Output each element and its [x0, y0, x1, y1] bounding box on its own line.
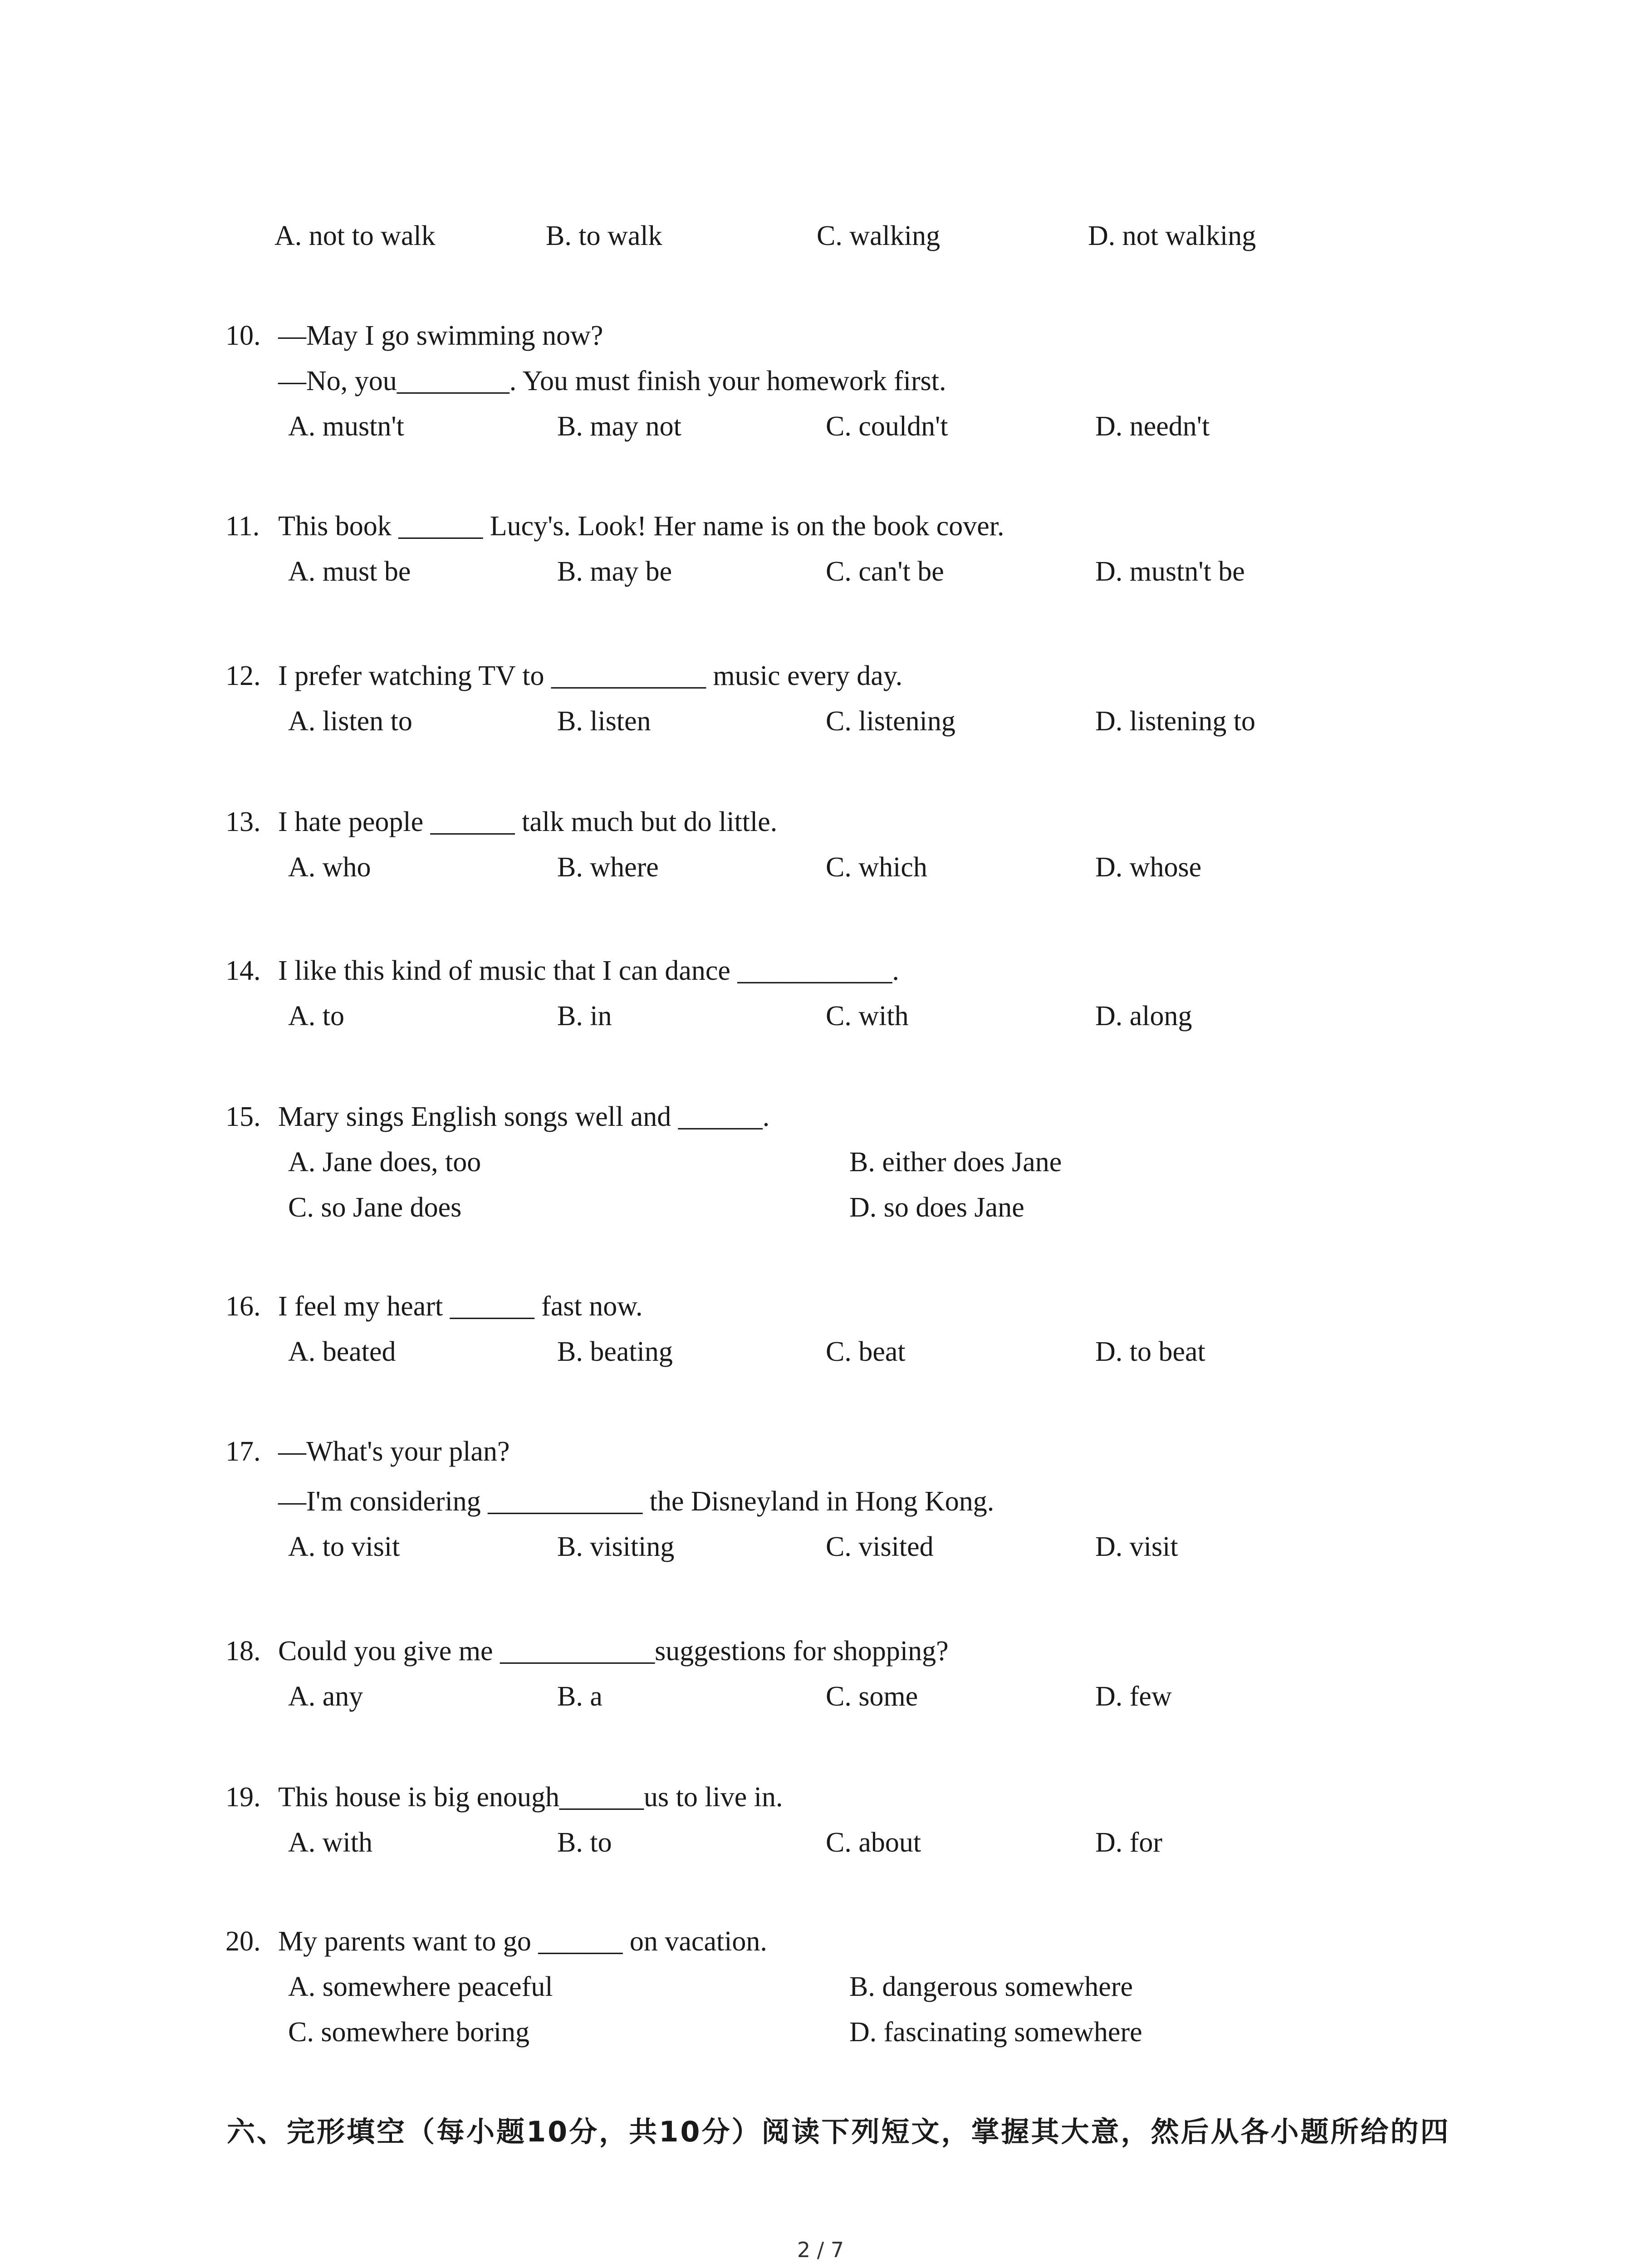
option-c: C. listening [826, 706, 955, 737]
question-text: I hate people ______ talk much but do little. [278, 807, 778, 837]
option-a: A. with [288, 1827, 372, 1858]
question-text: Could you give me ___________suggestions for shopping? [278, 1636, 949, 1667]
question-text: This book ______ Lucy's. Look! Her name is on the book cover. [278, 511, 1004, 542]
option-c: C. somewhere boring [288, 2017, 530, 2048]
question-text: I prefer watching TV to ___________ music every day. [278, 660, 903, 691]
question-text: I like this kind of music that I can dance ___________. [278, 955, 899, 986]
question-number: 11. [225, 511, 260, 542]
option-a: A. to visit [288, 1531, 400, 1562]
option-c: C. couldn't [826, 411, 948, 442]
option-d: D. listening to [1095, 706, 1256, 737]
option-d: D. not walking [1088, 220, 1256, 251]
question-text: My parents want to go ______ on vacation. [278, 1926, 767, 1957]
question-text: —May I go swimming now? [278, 320, 603, 351]
option-b: B. visiting [557, 1531, 675, 1562]
question-number: 17. [225, 1436, 261, 1467]
question-text: —What's your plan? [278, 1436, 510, 1467]
option-d: D. to beat [1095, 1336, 1205, 1367]
option-a: A. listen to [288, 706, 412, 737]
option-d: D. mustn't be [1095, 556, 1245, 587]
option-d: D. along [1095, 1001, 1192, 1031]
option-c: C. walking [817, 220, 941, 251]
option-b: B. may be [557, 556, 672, 587]
option-b: B. where [557, 852, 659, 883]
option-b: B. to [557, 1827, 612, 1858]
page-number: 2 / 7 [797, 2238, 844, 2262]
option-a: A. somewhere peaceful [288, 1971, 553, 2002]
option-b: B. either does Jane [849, 1147, 1062, 1178]
question-text: —I'm considering ___________ the Disneyland in Hong Kong. [278, 1486, 994, 1517]
question-text: I feel my heart ______ fast now. [278, 1291, 643, 1322]
option-c: C. so Jane does [288, 1192, 462, 1223]
option-a: A. any [288, 1681, 363, 1712]
option-a: A. Jane does, too [288, 1147, 481, 1178]
option-b: B. may not [557, 411, 681, 442]
section-heading: 六、完形填空（每小题10分，共10分）阅读下列短文，掌握其大意，然后从各小题所给的四 [227, 2115, 1450, 2148]
option-b: B. beating [557, 1336, 673, 1367]
option-d: D. so does Jane [849, 1192, 1024, 1223]
option-b: B. to walk [546, 220, 662, 251]
option-c: C. visited [826, 1531, 934, 1562]
option-d: D. visit [1095, 1531, 1178, 1562]
option-b: B. in [557, 1001, 612, 1031]
option-c: C. can't be [826, 556, 944, 587]
option-d: D. few [1095, 1681, 1172, 1712]
question-number: 20. [225, 1926, 261, 1957]
option-a: A. must be [288, 556, 411, 587]
question-number: 15. [225, 1101, 261, 1132]
option-d: D. fascinating somewhere [849, 2017, 1142, 2048]
question-number: 18. [225, 1636, 261, 1667]
option-a: A. who [288, 852, 371, 883]
option-b: B. listen [557, 706, 651, 737]
option-c: C. with [826, 1001, 909, 1031]
option-a: A. beated [288, 1336, 396, 1367]
option-a: A. to [288, 1001, 344, 1031]
question-number: 19. [225, 1782, 261, 1813]
question-number: 16. [225, 1291, 261, 1322]
question-number: 13. [225, 807, 261, 837]
option-c: C. some [826, 1681, 918, 1712]
option-d: D. for [1095, 1827, 1163, 1858]
option-a: A. mustn't [288, 411, 404, 442]
question-number: 14. [225, 955, 261, 986]
question-text: This house is big enough______us to live in. [278, 1782, 783, 1813]
question-number: 12. [225, 660, 261, 691]
question-text: —No, you________. You must finish your homework first. [278, 366, 946, 396]
question-text: Mary sings English songs well and ______. [278, 1101, 770, 1132]
option-a: A. not to walk [274, 220, 436, 251]
option-c: C. which [826, 852, 927, 883]
option-c: C. about [826, 1827, 921, 1858]
option-d: D. whose [1095, 852, 1202, 883]
option-b: B. dangerous somewhere [849, 1971, 1133, 2002]
option-c: C. beat [826, 1336, 906, 1367]
option-b: B. a [557, 1681, 603, 1712]
question-number: 10. [225, 320, 261, 351]
option-d: D. needn't [1095, 411, 1210, 442]
